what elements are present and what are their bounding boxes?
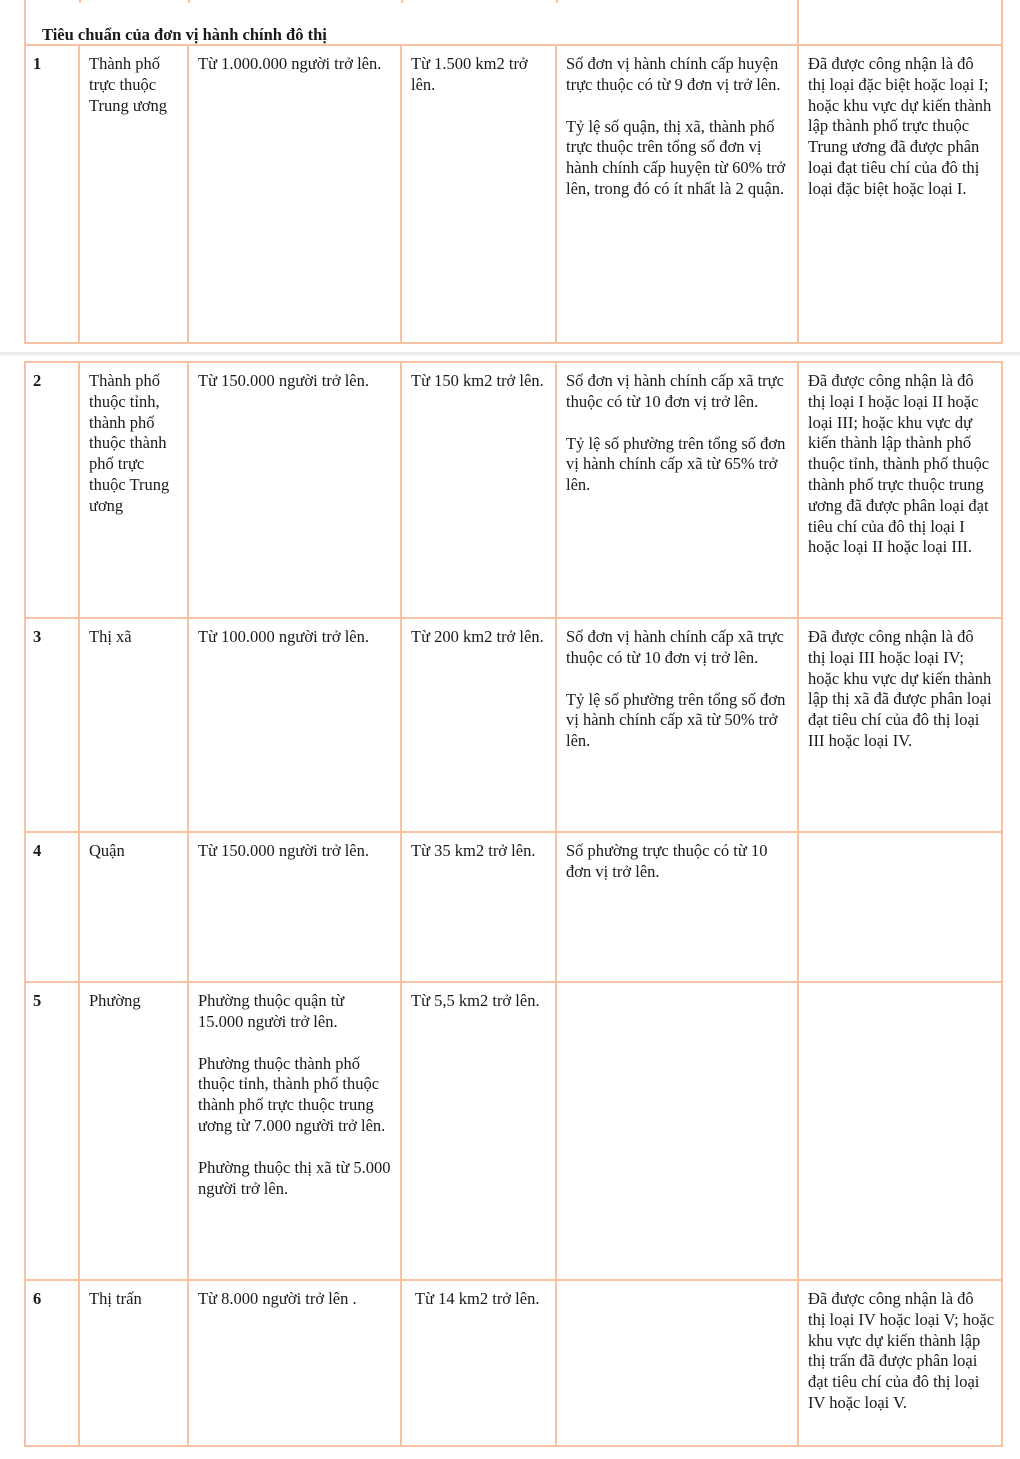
row-number: 1 [24, 46, 79, 342]
urban-classification-criteria: Đã được công nhận là đô thị loại I hoặc loại II hoặc loại III; hoặc khu vực dự kiến thành lập thành phố thuộc tỉnh, thành phố thuộc thành phố trực thuộc trung ương đã được phân loại đạt tiêu chí của đô thị loại I hoặc loại II hoặc loại III. [798, 363, 1003, 618]
table-row [24, 832, 1003, 982]
page-break [0, 352, 1020, 356]
area-criteria: Từ 200 km2 trở lên. [401, 618, 556, 832]
area-criteria: Từ 150 km2 trở lên. [401, 363, 556, 618]
urban-classification-criteria: Đã được công nhận là đô thị loại III hoặc loại IV; hoặc khu vực dự kiến thành lập thị xã đã được phân loại đạt tiêu chí của đô thị loại III hoặc loại IV. [798, 618, 1003, 832]
population-criteria: Từ 150.000 người trở lên. [188, 832, 401, 982]
area-criteria: Từ 5,5 km2 trở lên. [401, 982, 556, 1280]
subunit-criteria: Số đơn vị hành chính cấp xã trực thuộc có từ 10 đơn vị trở lên. Tỷ lệ số phường trên tổng số đơn vị hành chính cấp xã từ 65% trở lên. [556, 363, 798, 618]
population-criteria: Phường thuộc quận từ 15.000 người trở lên. Phường thuộc thành phố thuộc tỉnh, thành phố thuộc thành phố trực thuộc trung ương từ 7.000 người trở lên. Phường thuộc thị xã từ 5.000 người trở lên. [188, 982, 401, 1280]
urban-classification-criteria [798, 982, 1003, 1280]
table-row [24, 46, 1003, 342]
urban-classification-criteria [798, 832, 1003, 982]
row-number: 3 [24, 618, 79, 832]
unit-name: Thành phố thuộc tỉnh, thành phố thuộc thành phố trực thuộc Trung ương [79, 363, 188, 618]
area-criteria: Từ 1.500 km2 trở lên. [401, 46, 556, 342]
population-criteria: Từ 100.000 người trở lên. [188, 618, 401, 832]
unit-name: Thị xã [79, 618, 188, 832]
row-number: 5 [24, 982, 79, 1280]
unit-name: Thành phố trực thuộc Trung ương [79, 46, 188, 342]
urban-classification-criteria: Đã được công nhận là đô thị loại IV hoặc loại V; hoặc khu vực dự kiến thành lập thị trấn đã được phân loại đạt tiêu chí của đô thị loại IV hoặc loại V. [798, 1280, 1003, 1447]
unit-name: Phường [79, 982, 188, 1280]
column-divider [797, 0, 799, 46]
table-title-row [26, 0, 1001, 46]
area-criteria: Từ 35 km2 trở lên. [401, 832, 556, 982]
row-number: 2 [24, 363, 79, 618]
population-criteria: Từ 150.000 người trở lên. [188, 363, 401, 618]
table-row [24, 363, 1003, 618]
subunit-criteria: Số đơn vị hành chính cấp xã trực thuộc có từ 10 đơn vị trở lên. Tỷ lệ số phường trên tổng số đơn vị hành chính cấp xã từ 50% trở lên. [556, 618, 798, 832]
subunit-criteria: Số phường trực thuộc có từ 10 đơn vị trở lên. [556, 832, 798, 982]
subunit-criteria [556, 1280, 798, 1447]
area-criteria: Từ 14 km2 trở lên. [401, 1280, 556, 1447]
standards-table-part-2 [24, 363, 1003, 1447]
row-number: 6 [24, 1280, 79, 1447]
urban-classification-criteria: Đã được công nhận là đô thị loại đặc biệt hoặc loại I; hoặc khu vực dự kiến thành lập thành phố trực thuộc Trung ương đã được phân loại đạt tiêu chí của đô thị loại đặc biệt hoặc loại I. [798, 46, 1003, 342]
table-page-top [24, 0, 1003, 344]
population-criteria: Từ 8.000 người trở lên . [188, 1280, 401, 1447]
subunit-criteria: Số đơn vị hành chính cấp huyện trực thuộc có từ 9 đơn vị trở lên. Tỷ lệ số quận, thị xã, thành phố trực thuộc trên tổng số đơn vị hành chính cấp huyện từ 60% trở lên, trong đó có ít nhất là 2 quận. [556, 46, 798, 342]
table-row [24, 618, 1003, 832]
population-criteria: Từ 1.000.000 người trở lên. [188, 46, 401, 342]
unit-name: Thị trấn [79, 1280, 188, 1447]
subunit-criteria [556, 982, 798, 1280]
unit-name: Quận [79, 832, 188, 982]
row-number: 4 [24, 832, 79, 982]
table-page-bottom [24, 361, 1003, 1447]
table-row [24, 982, 1003, 1280]
table-row [24, 1280, 1003, 1447]
standards-table-part-1 [24, 46, 1003, 342]
table-title: Tiêu chuẩn của đơn vị hành chính đô thị [42, 25, 327, 44]
